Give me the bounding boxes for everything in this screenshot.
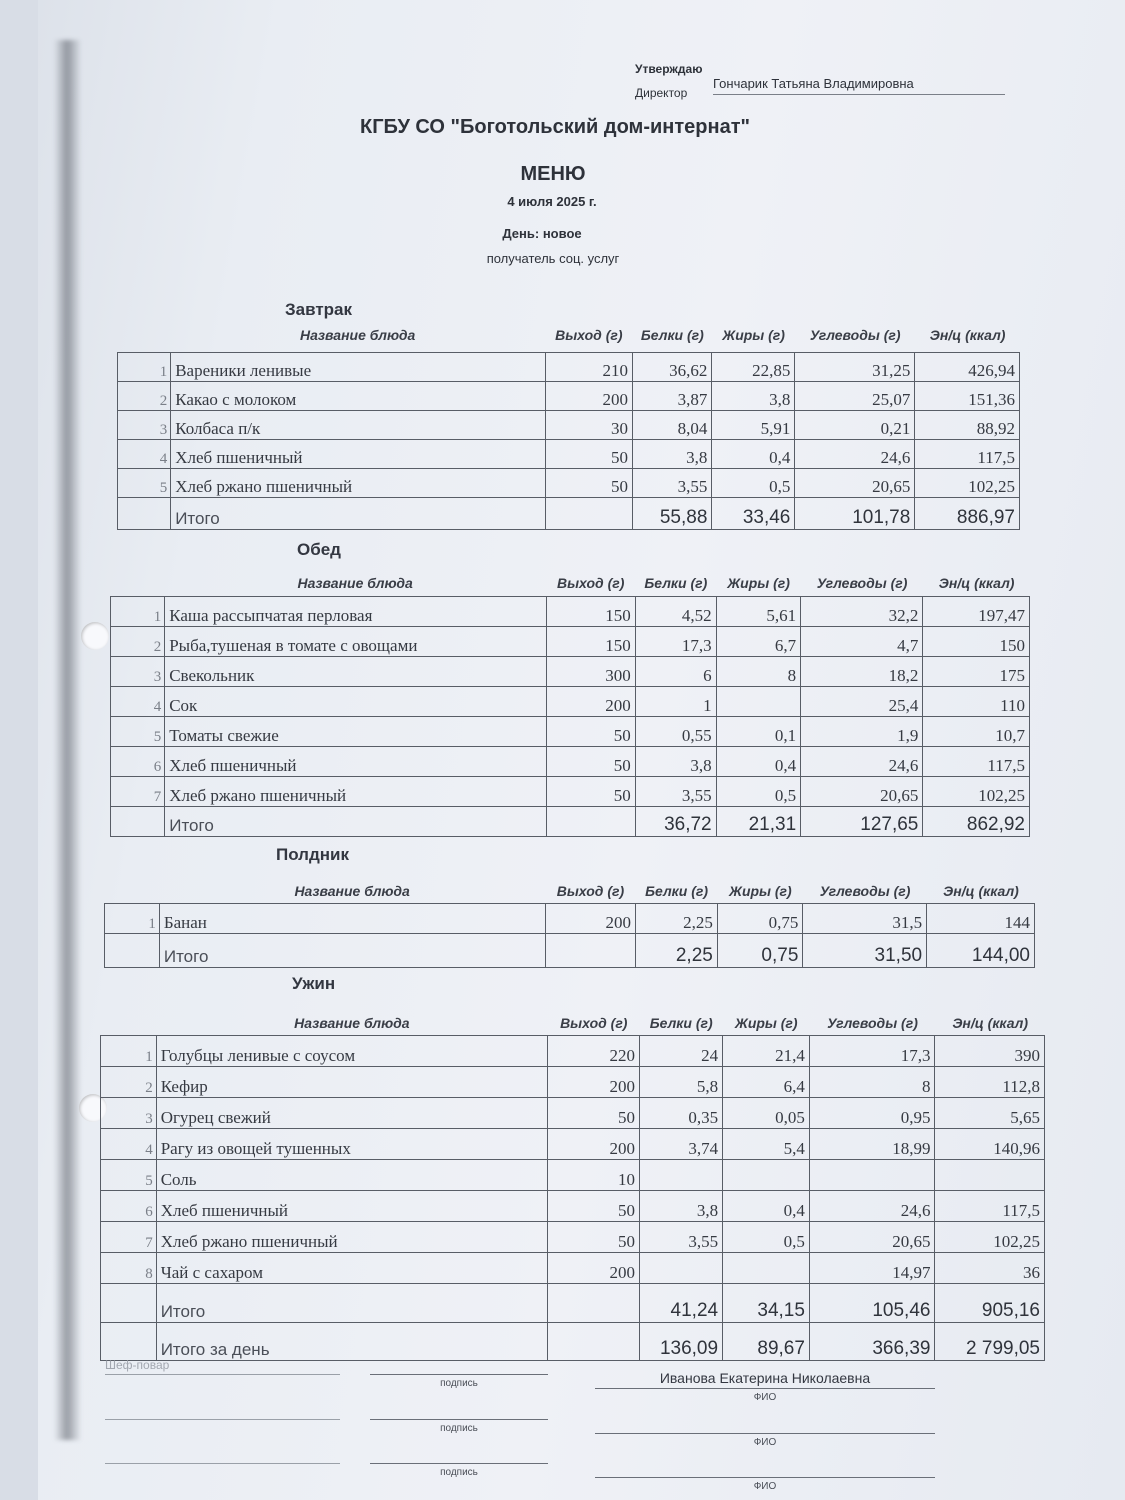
signature-row bbox=[100, 1403, 960, 1447]
carbs-cell: 25,4 bbox=[801, 687, 923, 717]
kcal-cell: 102,25 bbox=[915, 469, 1020, 498]
document-title: МЕНЮ bbox=[520, 163, 586, 185]
carbs-cell: 24,6 bbox=[809, 1191, 935, 1222]
protein-cell: 17,3 bbox=[635, 627, 716, 657]
table-row bbox=[111, 687, 1030, 717]
yield-cell: 50 bbox=[546, 747, 635, 777]
total-fat-cell: 34,15 bbox=[723, 1284, 810, 1323]
table-row bbox=[111, 627, 1030, 657]
column-headers bbox=[110, 574, 1030, 592]
protein-cell: 8,04 bbox=[633, 411, 712, 440]
column-header: Углеводы (г) bbox=[819, 883, 911, 899]
carbs-cell bbox=[809, 1160, 935, 1191]
signature-caption: подпись bbox=[440, 1467, 478, 1478]
carbs-cell: 24,6 bbox=[801, 747, 923, 777]
signature-role: Шеф-повар bbox=[105, 1358, 340, 1375]
total-protein-cell: 41,24 bbox=[640, 1284, 723, 1323]
kcal-cell: 110 bbox=[923, 687, 1030, 717]
header-row bbox=[104, 882, 1035, 900]
header-row bbox=[100, 1014, 1045, 1032]
kcal-cell: 151,36 bbox=[915, 382, 1020, 411]
fat-cell: 5,91 bbox=[712, 411, 795, 440]
yield-cell: 50 bbox=[545, 440, 632, 469]
table-row bbox=[101, 1098, 1045, 1129]
row-number: 4 bbox=[111, 687, 165, 717]
kcal-cell: 10,7 bbox=[923, 717, 1030, 747]
column-header: Эн/ц (ккал) bbox=[943, 883, 1019, 899]
kcal-cell: 102,25 bbox=[935, 1222, 1045, 1253]
yield-cell: 10 bbox=[548, 1160, 640, 1191]
fat-cell: 0,5 bbox=[716, 777, 801, 807]
total-label: Итого bbox=[171, 498, 545, 530]
dish-name: Хлеб ржано пшеничный bbox=[171, 469, 545, 498]
row-number: 2 bbox=[101, 1067, 157, 1098]
carbs-cell: 20,65 bbox=[809, 1222, 935, 1253]
meal-title: Полдник bbox=[276, 845, 349, 864]
carbs-cell: 18,2 bbox=[801, 657, 923, 687]
row-number: 8 bbox=[101, 1253, 157, 1284]
protein-cell: 3,8 bbox=[633, 440, 712, 469]
dish-name: Голубцы ленивые с соусом bbox=[156, 1036, 548, 1067]
table-row bbox=[101, 1191, 1045, 1222]
fat-cell: 21,4 bbox=[723, 1036, 810, 1067]
signature-fio bbox=[595, 1459, 935, 1478]
row-number: 2 bbox=[118, 382, 171, 411]
total-protein-cell: 36,72 bbox=[635, 807, 716, 837]
total-carbs-cell: 105,46 bbox=[809, 1284, 935, 1323]
column-header: Выход (г) bbox=[560, 1015, 628, 1031]
row-number bbox=[111, 807, 165, 837]
row-number: 3 bbox=[118, 411, 171, 440]
total-label: Итого за день bbox=[156, 1323, 548, 1361]
table-row bbox=[118, 469, 1020, 498]
dish-name: Огурец свежий bbox=[156, 1098, 548, 1129]
protein-cell: 4,52 bbox=[635, 597, 716, 627]
total-kcal-cell: 886,97 bbox=[915, 498, 1020, 530]
column-header: Жиры (г) bbox=[727, 575, 790, 591]
column-header: Выход (г) bbox=[556, 575, 625, 591]
document-day: День: новое bbox=[502, 226, 582, 241]
fat-cell: 0,05 bbox=[723, 1098, 810, 1129]
column-header: Эн/ц (ккал) bbox=[929, 327, 1006, 343]
column-header: Белки (г) bbox=[649, 1015, 713, 1031]
total-yield-cell bbox=[545, 498, 632, 530]
carbs-cell: 1,9 bbox=[801, 717, 923, 747]
table-row bbox=[101, 1253, 1045, 1284]
fat-cell: 0,4 bbox=[716, 747, 801, 777]
table-row bbox=[111, 717, 1030, 747]
protein-cell: 3,55 bbox=[635, 777, 716, 807]
scan-edge-shadow bbox=[54, 40, 80, 1440]
carbs-cell: 0,95 bbox=[809, 1098, 935, 1129]
total-fat-cell: 21,31 bbox=[716, 807, 801, 837]
protein-cell: 3,8 bbox=[640, 1191, 723, 1222]
meal-section-breakfast bbox=[117, 300, 1020, 528]
signature-line bbox=[370, 1463, 548, 1464]
row-number: 3 bbox=[101, 1098, 157, 1129]
kcal-cell: 197,47 bbox=[923, 597, 1030, 627]
protein-cell: 2,25 bbox=[636, 904, 718, 934]
column-header: Белки (г) bbox=[640, 327, 704, 343]
menu-table bbox=[100, 1035, 1045, 1361]
column-header: Жиры (г) bbox=[722, 327, 785, 343]
column-header: Углеводы (г) bbox=[816, 575, 908, 591]
total-kcal-cell: 862,92 bbox=[923, 807, 1030, 837]
yield-cell: 220 bbox=[548, 1036, 640, 1067]
dish-name: Чай с сахаром bbox=[156, 1253, 548, 1284]
yield-cell: 150 bbox=[546, 597, 635, 627]
kcal-cell: 175 bbox=[923, 657, 1030, 687]
header-spacer bbox=[104, 882, 159, 900]
table-row bbox=[118, 411, 1020, 440]
table-row bbox=[111, 777, 1030, 807]
header-spacer bbox=[117, 326, 170, 344]
protein-cell: 6 bbox=[635, 657, 716, 687]
fat-cell: 0,75 bbox=[717, 904, 803, 934]
kcal-cell: 5,65 bbox=[935, 1098, 1045, 1129]
dish-name: Хлеб пшеничный bbox=[156, 1191, 548, 1222]
column-header: Название блюда bbox=[299, 327, 416, 343]
fat-cell: 3,8 bbox=[712, 382, 795, 411]
fat-cell: 0,5 bbox=[712, 469, 795, 498]
fat-cell bbox=[723, 1160, 810, 1191]
kcal-cell: 426,94 bbox=[915, 353, 1020, 382]
dish-name: Свекольник bbox=[165, 657, 546, 687]
total-kcal-cell: 2 799,05 bbox=[935, 1323, 1045, 1361]
meal-section-snack bbox=[104, 843, 1035, 966]
column-header: Выход (г) bbox=[556, 883, 625, 899]
yield-cell: 300 bbox=[546, 657, 635, 687]
row-number: 5 bbox=[111, 717, 165, 747]
yield-cell: 30 bbox=[545, 411, 632, 440]
row-number bbox=[105, 934, 160, 968]
total-carbs-cell: 101,78 bbox=[795, 498, 915, 530]
carbs-cell: 20,65 bbox=[801, 777, 923, 807]
kcal-cell: 117,5 bbox=[915, 440, 1020, 469]
dish-name: Хлеб пшеничный bbox=[171, 440, 545, 469]
yield-cell: 50 bbox=[546, 717, 635, 747]
total-kcal-cell: 905,16 bbox=[935, 1284, 1045, 1323]
punch-hole bbox=[81, 622, 109, 650]
total-row bbox=[118, 498, 1020, 530]
row-number: 7 bbox=[111, 777, 165, 807]
kcal-cell: 102,25 bbox=[923, 777, 1030, 807]
carbs-cell: 24,6 bbox=[795, 440, 915, 469]
kcal-cell: 112,8 bbox=[935, 1067, 1045, 1098]
fio-caption: ФИО bbox=[753, 1437, 777, 1448]
fat-cell: 22,85 bbox=[712, 353, 795, 382]
table-row bbox=[101, 1129, 1045, 1160]
protein-cell: 0,55 bbox=[635, 717, 716, 747]
dish-name: Сок bbox=[165, 687, 546, 717]
column-header: Название блюда bbox=[294, 883, 410, 899]
yield-cell: 200 bbox=[548, 1253, 640, 1284]
meal-title: Обед bbox=[297, 540, 341, 559]
table-row bbox=[101, 1067, 1045, 1098]
kcal-cell: 140,96 bbox=[935, 1129, 1045, 1160]
row-number: 1 bbox=[105, 904, 160, 934]
protein-cell: 3,55 bbox=[633, 469, 712, 498]
table-row bbox=[111, 747, 1030, 777]
fat-cell: 0,4 bbox=[712, 440, 795, 469]
protein-cell: 5,8 bbox=[640, 1067, 723, 1098]
total-label: Итого bbox=[156, 1284, 548, 1323]
table-row bbox=[118, 382, 1020, 411]
protein-cell: 3,74 bbox=[640, 1129, 723, 1160]
protein-cell: 36,62 bbox=[633, 353, 712, 382]
fat-cell: 0,5 bbox=[723, 1222, 810, 1253]
table-row bbox=[105, 904, 1035, 934]
document-date: 4 июля 2025 г. bbox=[507, 194, 597, 209]
menu-table bbox=[104, 903, 1035, 968]
column-header: Углеводы (г) bbox=[827, 1015, 918, 1031]
row-number: 1 bbox=[111, 597, 165, 627]
fio-caption: ФИО bbox=[753, 1481, 777, 1492]
carbs-cell: 17,3 bbox=[809, 1036, 935, 1067]
header-spacer bbox=[100, 1014, 156, 1032]
meal-section-dinner bbox=[100, 972, 1045, 1359]
total-yield-cell bbox=[546, 807, 635, 837]
protein-cell: 0,35 bbox=[640, 1098, 723, 1129]
menu-table bbox=[110, 596, 1030, 837]
row-number: 2 bbox=[111, 627, 165, 657]
row-number bbox=[101, 1284, 157, 1323]
kcal-cell: 117,5 bbox=[935, 1191, 1045, 1222]
fat-cell: 5,4 bbox=[723, 1129, 810, 1160]
column-header: Жиры (г) bbox=[734, 1015, 798, 1031]
column-header: Жиры (г) bbox=[728, 883, 792, 899]
row-number: 1 bbox=[101, 1036, 157, 1067]
signature-line bbox=[370, 1374, 548, 1375]
meal-title: Завтрак bbox=[285, 300, 353, 319]
menu-table bbox=[117, 352, 1020, 530]
fat-cell: 8 bbox=[716, 657, 801, 687]
protein-cell: 3,55 bbox=[640, 1222, 723, 1253]
carbs-cell: 14,97 bbox=[809, 1253, 935, 1284]
column-headers bbox=[104, 882, 1035, 900]
dish-name: Соль bbox=[156, 1160, 548, 1191]
column-header: Белки (г) bbox=[644, 575, 708, 591]
total-yield-cell bbox=[548, 1323, 640, 1361]
carbs-cell: 32,2 bbox=[801, 597, 923, 627]
row-number bbox=[118, 498, 171, 530]
dish-name: Какао с молоком bbox=[171, 382, 545, 411]
row-number: 3 bbox=[111, 657, 165, 687]
yield-cell: 200 bbox=[548, 1129, 640, 1160]
dish-name: Кефир bbox=[156, 1067, 548, 1098]
carbs-cell: 20,65 bbox=[795, 469, 915, 498]
signature-fio bbox=[595, 1415, 935, 1434]
yield-cell: 50 bbox=[548, 1098, 640, 1129]
table-row bbox=[101, 1160, 1045, 1191]
total-protein-cell: 55,88 bbox=[633, 498, 712, 530]
total-carbs-cell: 127,65 bbox=[801, 807, 923, 837]
signature-role bbox=[105, 1403, 340, 1420]
document-recipient: получатель соц. услуг bbox=[486, 251, 620, 266]
total-protein-cell: 2,25 bbox=[636, 934, 718, 968]
column-header: Выход (г) bbox=[555, 327, 623, 343]
table-row bbox=[111, 657, 1030, 687]
yield-cell: 50 bbox=[546, 777, 635, 807]
dish-name: Банан bbox=[159, 904, 545, 934]
fat-cell: 6,4 bbox=[723, 1067, 810, 1098]
protein-cell: 24 bbox=[640, 1036, 723, 1067]
header-row bbox=[117, 326, 1020, 344]
dish-name: Хлеб пшеничный bbox=[165, 747, 546, 777]
protein-cell: 3,87 bbox=[633, 382, 712, 411]
signature-caption: подпись bbox=[440, 1423, 478, 1434]
carbs-cell: 25,07 bbox=[795, 382, 915, 411]
fat-cell: 6,7 bbox=[716, 627, 801, 657]
fat-cell bbox=[716, 687, 801, 717]
total-kcal-cell: 144,00 bbox=[927, 934, 1035, 968]
yield-cell: 210 bbox=[545, 353, 632, 382]
dish-name: Колбаса п/к bbox=[171, 411, 545, 440]
carbs-cell: 8 bbox=[809, 1067, 935, 1098]
kcal-cell: 117,5 bbox=[923, 747, 1030, 777]
yield-cell: 50 bbox=[545, 469, 632, 498]
protein-cell bbox=[640, 1160, 723, 1191]
dish-name: Каша рассыпчатая перловая bbox=[165, 597, 546, 627]
dish-name: Вареники ленивые bbox=[171, 353, 545, 382]
total-yield-cell bbox=[545, 934, 635, 968]
kcal-cell: 36 bbox=[935, 1253, 1045, 1284]
yield-cell: 50 bbox=[548, 1222, 640, 1253]
yield-cell: 200 bbox=[546, 687, 635, 717]
dish-name: Хлеб ржано пшеничный bbox=[165, 777, 546, 807]
row-number: 6 bbox=[101, 1191, 157, 1222]
protein-cell: 3,8 bbox=[635, 747, 716, 777]
column-header: Название блюда bbox=[294, 1015, 410, 1031]
day-total-row bbox=[101, 1323, 1045, 1361]
signature-row bbox=[100, 1447, 960, 1491]
dish-name: Рагу из овощей тушенных bbox=[156, 1129, 548, 1160]
column-headers bbox=[100, 1014, 1045, 1032]
carbs-cell: 18,99 bbox=[809, 1129, 935, 1160]
total-row bbox=[101, 1284, 1045, 1323]
total-fat-cell: 33,46 bbox=[712, 498, 795, 530]
column-header: Углеводы (г) bbox=[809, 327, 901, 343]
dish-name: Рыба,тушеная в томате с овощами bbox=[165, 627, 546, 657]
meal-section-lunch bbox=[110, 538, 1030, 835]
carbs-cell: 0,21 bbox=[795, 411, 915, 440]
protein-cell bbox=[640, 1253, 723, 1284]
column-header: Эн/ц (ккал) bbox=[952, 1015, 1029, 1031]
yield-cell: 200 bbox=[545, 904, 635, 934]
dish-name: Хлеб ржано пшеничный bbox=[156, 1222, 548, 1253]
yield-cell: 200 bbox=[548, 1067, 640, 1098]
column-header: Белки (г) bbox=[645, 883, 709, 899]
total-label: Итого bbox=[159, 934, 545, 968]
row-number: 4 bbox=[101, 1129, 157, 1160]
total-protein-cell: 136,09 bbox=[640, 1323, 723, 1361]
total-fat-cell: 0,75 bbox=[717, 934, 803, 968]
organization-name: КГБУ СО "Боготольский дом-интернат" bbox=[360, 116, 750, 138]
row-number: 1 bbox=[118, 353, 171, 382]
row-number: 7 bbox=[101, 1222, 157, 1253]
kcal-cell: 88,92 bbox=[915, 411, 1020, 440]
meal-title: Ужин bbox=[292, 974, 336, 993]
fat-cell: 5,61 bbox=[716, 597, 801, 627]
kcal-cell: 144 bbox=[927, 904, 1035, 934]
carbs-cell: 31,25 bbox=[795, 353, 915, 382]
yield-cell: 50 bbox=[548, 1191, 640, 1222]
yield-cell: 200 bbox=[545, 382, 632, 411]
total-carbs-cell: 366,39 bbox=[809, 1323, 935, 1361]
column-headers bbox=[117, 326, 1020, 344]
signature-fio: Иванова Екатерина Николаевна bbox=[595, 1370, 935, 1389]
fat-cell: 0,4 bbox=[723, 1191, 810, 1222]
carbs-cell: 4,7 bbox=[801, 627, 923, 657]
signature-role bbox=[105, 1447, 340, 1464]
row-number: 5 bbox=[118, 469, 171, 498]
total-carbs-cell: 31,50 bbox=[803, 934, 927, 968]
carbs-cell: 31,5 bbox=[803, 904, 927, 934]
table-row bbox=[118, 440, 1020, 469]
fat-cell bbox=[723, 1253, 810, 1284]
table-row bbox=[118, 353, 1020, 382]
header-row bbox=[110, 574, 1030, 592]
approval-name: Гончарик Татьяна Владимировна bbox=[713, 76, 1005, 95]
table-row bbox=[101, 1222, 1045, 1253]
fat-cell: 0,1 bbox=[716, 717, 801, 747]
column-header: Название блюда bbox=[297, 575, 413, 591]
dish-name: Томаты свежие bbox=[165, 717, 546, 747]
total-row bbox=[105, 934, 1035, 968]
signature-line bbox=[370, 1419, 548, 1420]
row-number: 6 bbox=[111, 747, 165, 777]
total-yield-cell bbox=[548, 1284, 640, 1323]
protein-cell: 1 bbox=[635, 687, 716, 717]
fio-caption: ФИО bbox=[753, 1392, 777, 1403]
kcal-cell bbox=[935, 1160, 1045, 1191]
approval-label: Утверждаю bbox=[635, 62, 703, 76]
kcal-cell: 390 bbox=[935, 1036, 1045, 1067]
column-header: Эн/ц (ккал) bbox=[938, 575, 1015, 591]
table-row bbox=[101, 1036, 1045, 1067]
kcal-cell: 150 bbox=[923, 627, 1030, 657]
signature-row bbox=[100, 1358, 960, 1402]
yield-cell: 150 bbox=[546, 627, 635, 657]
total-label: Итого bbox=[165, 807, 546, 837]
approval-position: Директор bbox=[635, 86, 688, 100]
total-fat-cell: 89,67 bbox=[723, 1323, 810, 1361]
row-number bbox=[101, 1323, 157, 1361]
row-number: 5 bbox=[101, 1160, 157, 1191]
signature-caption: подпись bbox=[440, 1378, 478, 1389]
total-row bbox=[111, 807, 1030, 837]
row-number: 4 bbox=[118, 440, 171, 469]
table-row bbox=[111, 597, 1030, 627]
header-spacer bbox=[110, 574, 164, 592]
